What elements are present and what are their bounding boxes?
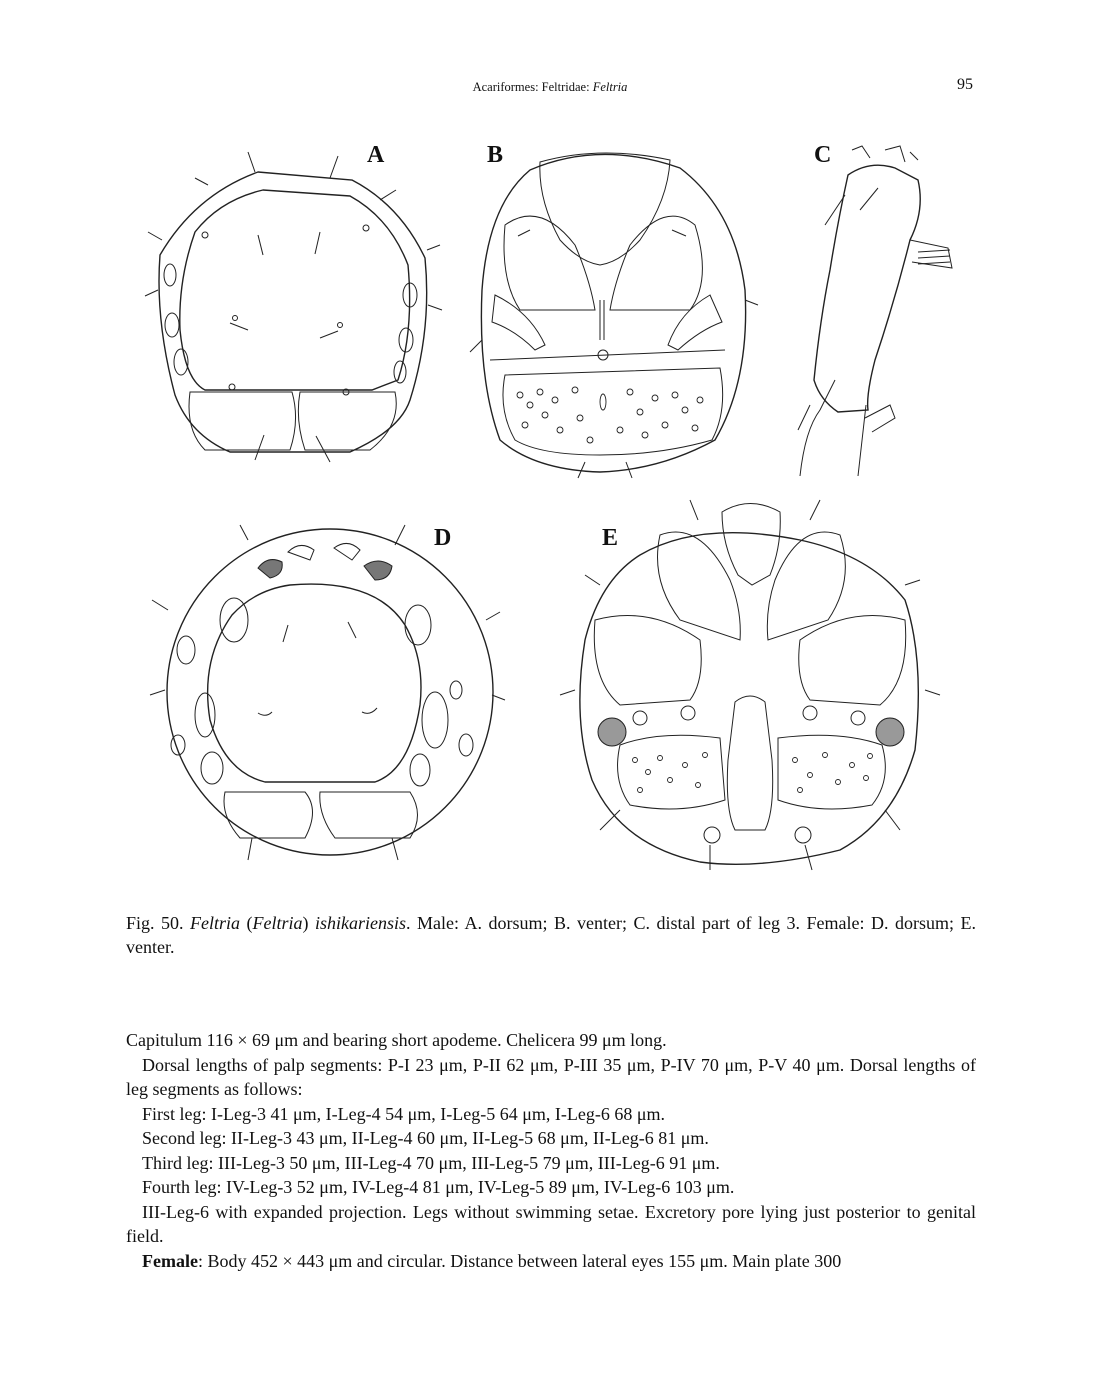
panel-b-pores bbox=[517, 387, 703, 443]
figure-caption: Fig. 50. Feltria (Feltria) ishikariensis. Male: A. dorsum; B. venter; C. distal part of leg 3. Female: D. dorsum; E. venter. bbox=[126, 913, 977, 957]
page-number: 95 bbox=[957, 76, 973, 93]
paragraph-leg-notes: III-Leg-6 with expanded projection. Legs without swimming setae. Excretory pore lying just posterior to genital field. bbox=[126, 1201, 976, 1246]
panel-label-b: B bbox=[487, 142, 504, 168]
running-title-genus: Feltria bbox=[592, 80, 628, 94]
caption-species: ishikariensis bbox=[315, 913, 407, 933]
paragraph-first-leg: First leg: I-Leg-3 41 μm, I-Leg-4 54 μm, I-Leg-5 64 μm, I-Leg-6 68 μm. bbox=[142, 1103, 665, 1124]
panel-label-d: D bbox=[434, 525, 452, 551]
paragraph-capitulum: Capitulum 116 × 69 μm and bearing short apodeme. Chelicera 99 μm long. bbox=[126, 1030, 667, 1050]
panel-label-a: A bbox=[367, 142, 385, 168]
panel-label-e: E bbox=[602, 525, 619, 551]
panel-e-pores bbox=[633, 753, 873, 793]
panel-c-drawing bbox=[798, 146, 952, 476]
caption-subgenus: Feltria bbox=[252, 913, 303, 933]
panel-label-c: C bbox=[814, 142, 832, 168]
paragraph-second-leg: Second leg: II-Leg-3 43 μm, II-Leg-4 60 μm, II-Leg-5 68 μm, II-Leg-6 81 μm. bbox=[142, 1128, 709, 1148]
panel-e-drawing bbox=[560, 500, 940, 870]
running-title: Acariformes: Feltridae: Feltria bbox=[472, 80, 628, 94]
panel-b-drawing bbox=[470, 153, 758, 478]
panel-d-drawing bbox=[150, 525, 505, 860]
paragraph-female: Female: Body 452 × 443 μm and circular. Distance between lateral eyes 155 μm. Main plate 300 bbox=[142, 1250, 842, 1271]
caption-genus: Feltria bbox=[190, 913, 241, 933]
paragraph-third-leg: Third leg: III-Leg-3 50 μm, III-Leg-4 70 μm, III-Leg-5 79 μm, III-Leg-6 91 μm. bbox=[142, 1152, 720, 1173]
female-heading: Female bbox=[142, 1250, 198, 1271]
panel-a-drawing bbox=[145, 152, 442, 462]
paragraph-fourth-leg: Fourth leg: IV-Leg-3 52 μm, IV-Leg-4 81 μm, IV-Leg-5 89 μm, IV-Leg-6 103 μm. bbox=[142, 1177, 735, 1197]
paragraph-palp-segments: Dorsal lengths of palp segments: P-I 23 μm, P-II 62 μm, P-III 35 μm, P-IV 70 μm, P-V 40 μm. Dorsal lengths of leg segments as follows: bbox=[126, 1054, 976, 1099]
body-text bbox=[126, 1028, 976, 1273]
